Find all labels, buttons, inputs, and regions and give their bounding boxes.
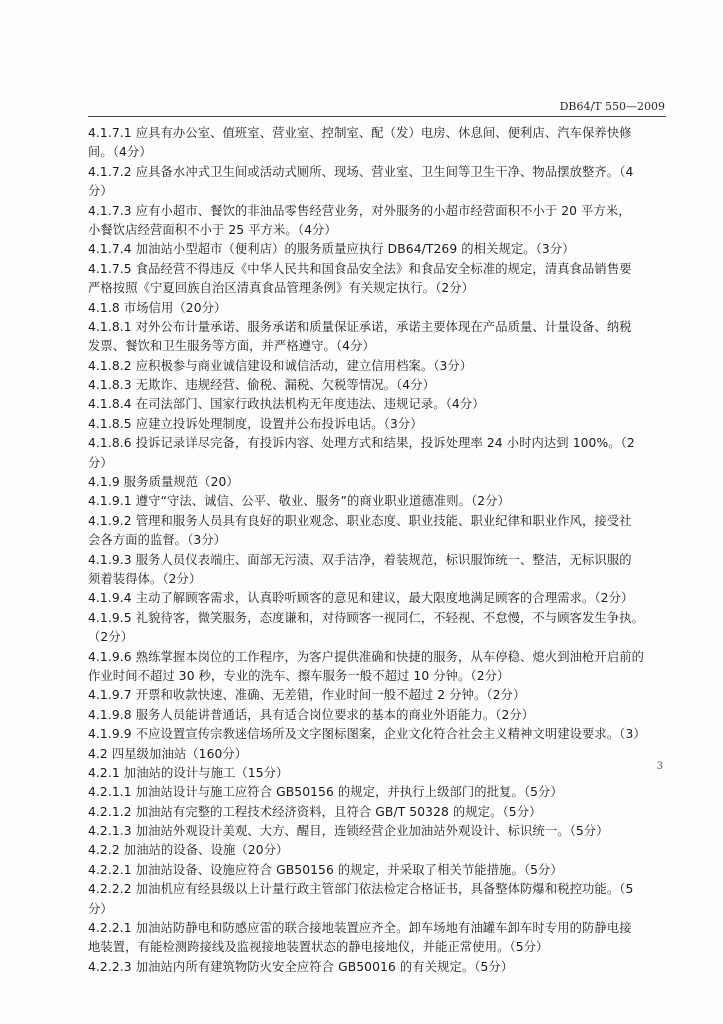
text-line: 4.2.1.3 加油站外观设计美观、大方、醒目，连锁经营企业加油站外观设计、标识统一。（5分） bbox=[88, 824, 609, 839]
text-line: 4.1.7.4 加油站小型超市（便利店）的服务质量应执行 DB64/T269 的相关规定。（3分） bbox=[88, 242, 575, 257]
text-line: 4.1.9.8 服务人员能讲普通话，具有适合岗位要求的基本的商业外语能力。（2分） bbox=[88, 707, 535, 722]
text-line: 4.1.9.7 开票和收款快速、准确、无差错，作业时间一般不超过 2 分钟。（2分） bbox=[88, 688, 526, 703]
text-line: 4.1.8.3 无欺诈、违规经营、偷税、漏税、欠税等情况。（4分） bbox=[88, 378, 436, 393]
text-line: 4.1.8.4 在司法部门、国家行政执法机构无年度违法、违规记录。（4分） bbox=[88, 397, 485, 412]
text-line: 地装置，有能检测跨接线及监视接地装置状态的静电接地仪，并能正常使用。（5分） bbox=[88, 940, 549, 955]
text-line: 4.1.7.1 应具有办公室、值班室、营业室、控制室、配（发）电房、休息间、便利店、汽车保养快修 bbox=[88, 126, 632, 140]
document-body bbox=[88, 124, 668, 977]
header-divider bbox=[88, 116, 666, 117]
text-line: 4.2.2.1 加油站设备、设施应符合 GB50156 的规定，并采取了相关节能措施。（5分） bbox=[88, 862, 563, 877]
text-line: 严格按照《宁夏回族自治区清真食品管理条例》有关规定执行。（2分） bbox=[88, 281, 475, 296]
text-line: 4.2.1.2 加油站有完整的工程技术经济资料，且符合 GB/T 50328 的规定。（5分） bbox=[88, 804, 542, 819]
text-line: 分） bbox=[88, 455, 113, 470]
text-line: 小餐饮店经营面积不小于 25 平方米。（4分） bbox=[88, 222, 337, 237]
text-line: 4.2.1 加油站的设计与施工（15分） bbox=[88, 765, 289, 780]
text-line: 4.1.8.2 应积极参与商业诚信建设和诚信活动，建立信用档案。（3分） bbox=[88, 358, 473, 373]
text-line: 分） bbox=[88, 184, 113, 199]
text-line: 4.2.2.1 加油站防静电和防感应雷的联合接地装置应齐全。卸车场地有油罐车卸车时专用的防静电接 bbox=[88, 921, 632, 936]
text-line: 4.2.2.3 加油站内所有建筑物防火安全应符合 GB50016 的有关规定。（5分） bbox=[88, 959, 514, 974]
text-line: 4.1.9 服务质量规范（20） bbox=[88, 475, 239, 490]
text-line: 4.1.9.5 礼貌待客，微笑服务，态度谦和，对待顾客一视同仁，不轻视、不怠慢，不与顾客发生争执。 bbox=[88, 610, 645, 625]
text-line: 4.2.1.1 加油站设计与施工应符合 GB50156 的规定，并执行上级部门的批复。（5分） bbox=[88, 785, 563, 800]
text-line: 会各方面的监督。（3分） bbox=[88, 533, 227, 548]
text-line: 4.1.9.4 主动了解顾客需求，认真聆听顾客的意见和建议，最大限度地满足顾客的合理需求。（2分） bbox=[88, 591, 634, 606]
text-line: 4.2 四星级加油站（160分） bbox=[88, 746, 248, 761]
text-line: 发票、餐饮和卫生服务等方面，并严格遵守。（4分） bbox=[88, 339, 375, 354]
page-number: 3 bbox=[656, 761, 663, 772]
text-line: 4.1.8.1 对外公布计量承诺、服务承诺和质量保证承诺，承诺主要体现在产品质量、计量设备、纳税 bbox=[88, 319, 632, 334]
text-line: 须着装得体。（2分） bbox=[88, 571, 202, 586]
text-line: 作业时间不超过 30 秒，专业的洗车、擦车服务一般不超过 10 分钟。（2分） bbox=[88, 668, 510, 683]
text-line: 4.2.2 加油站的设备、设施（20分） bbox=[88, 843, 289, 858]
text-line: 4.1.8 市场信用（20分） bbox=[88, 300, 227, 315]
text-line: 4.1.9.3 服务人员仪表端庄、面部无污渍、双手洁净，着装规范，标识服饰统一、整洁，无标识服的 bbox=[88, 552, 632, 567]
text-line: 4.1.9.6 熟练掌握本岗位的工作程序，为客户提供准确和快捷的服务，从车停稳、熄火到油枪开启前的 bbox=[88, 649, 645, 664]
text-line: 4.1.8.5 应建立投诉处理制度，设置并公布投诉电话。（3分） bbox=[88, 416, 423, 431]
text-line: 4.2.2.2 加油机应有经县级以上计量行政主管部门依法检定合格证书，具备整体防爆和税控功能。（5 bbox=[88, 882, 634, 897]
text-line: 4.1.9.9 不应设置宣传宗教迷信场所及文字图标图案，企业文化符合社会主义精神文明建设要求。（3） bbox=[88, 727, 646, 742]
text-line: 4.1.7.3 应有小超市、餐饮的非油品零售经营业务，对外服务的小超市经营面积不小于 20 平方米， bbox=[88, 203, 631, 218]
text-line: 4.1.9.1 遵守“守法、诚信、公平、敬业、服务”的商业职业道德准则。（2分） bbox=[88, 494, 510, 509]
text-line: 4.1.8.6 投诉记录详尽完备，有投诉内容、处理方式和结果，投诉处理率 24 小时内达到 100%。（2 bbox=[88, 436, 635, 451]
text-line: （2分） bbox=[88, 630, 134, 645]
standard-code-header: DB64/T 550—2009 bbox=[559, 100, 665, 113]
text-line: 4.1.7.2 应具备水冲式卫生间或活动式厕所、现场、营业室、卫生间等卫生干净、物品摆放整齐。（4 bbox=[88, 164, 634, 179]
text-line: 间。（4分） bbox=[88, 145, 152, 160]
text-line: 分） bbox=[88, 901, 113, 916]
text-line: 4.1.9.2 管理和服务人员具有良好的职业观念、职业态度、职业技能、职业纪律和职业作风，接受社 bbox=[88, 513, 632, 528]
text-line: 4.1.7.5 食品经营不得违反《中华人民共和国食品安全法》和食品安全标准的规定，清真食品销售要 bbox=[88, 261, 632, 276]
